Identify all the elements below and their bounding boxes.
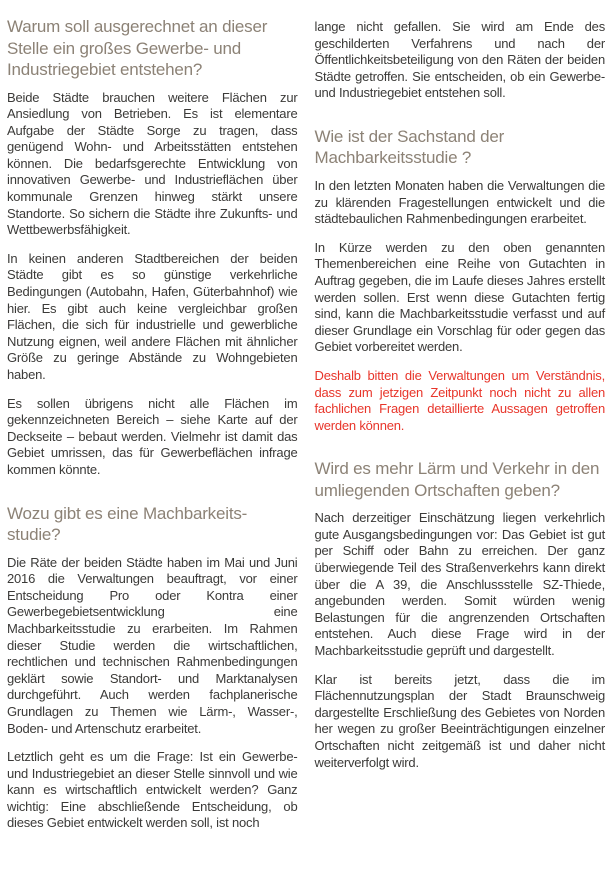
question-heading-study-status: Wie ist der Sachstand der Machbarkeitsstudie ? — [314, 126, 505, 168]
question-heading-noise-traffic: Wird es mehr Lärm und Verkehr in den umliegenden Ortschaften geben? — [314, 459, 600, 500]
body-paragraph: Die Räte der beiden Städte haben im Mai und Juni 2016 die Verwaltungen beauftragt, vor einer Entscheidung Pro oder Kontra einer Gewerbegebietsentwicklung eine Machbarkeitsstudie zu erarbeiten. Im Rahmen dieser Studie werden die wirtschaftlichen, rechtlichen und technischen Rahmenbedingungen geklärt sowie Standort- und Marktanalysen durchgeführt. Auch werden fachplanerische Grundlagen zu Themen wie Lärm-, Wasser-, Boden- und Artenschutz erarbeitet. — [7, 554, 298, 736]
body-paragraph: Nach derzeitiger Einschätzung liegen verkehrlich gute Ausgangsbedingungen vor: Das Gebiet ist gut per Schiff oder Bahn zu erreichen. Der ganz überwiegende Teil des Straßenverkehrs kann direkt über die A 39, die Anschlussstelle SZ-Thiede, angebunden werden. Somit würden wenig Belastungen für die angrenzenden Ortschaften entstehen. Auch diese Frage wird in der Machbarkeitsstudie geprüft und dargestellt. — [314, 510, 605, 659]
body-paragraph: Klar ist bereits jetzt, dass die im Flächennutzungsplan der Stadt Braunschweig dargestellte Erschließung des Gebietes von Norden her wegen zu großer Beeinträchtigungen einzelner Ortschaften nicht zeitgemäß ist und daher nicht weiterverfolgt wird. — [314, 671, 605, 770]
body-paragraph: Letztlich geht es um die Frage: Ist ein Gewerbe- und Industriegebiet an dieser Stelle sinnvoll und wie kann es wirtschaftlich entwickelt werden? Ganz wichtig: Eine abschließende Entscheidung, ob dieses Gebiet entwickelt werden soll, ist noch — [7, 749, 298, 831]
notice-paragraph-red: Deshalb bitten die Verwaltungen um Verständnis, dass zum jetzigen Zeitpunkt noch nicht zu allen fachlichen Fragen detaillierte Aussagen getroffen werden können. — [314, 367, 605, 433]
body-paragraph-continuation: lange nicht gefallen. Sie wird am Ende des geschilderten Verfahrens und nach der Öffentlichkeitsbeteiligung von den Räten der beiden Städte getroffen. Sie entscheiden, ob ein Gewerbe- und Industriegebiet entstehen soll. — [314, 19, 605, 101]
body-paragraph: In den letzten Monaten haben die Verwaltungen die zu klärenden Fragestellungen entwickelt und die städtebaulichen Rahmenbedingungen erarbeitet. — [314, 177, 605, 227]
body-paragraph: Beide Städte brauchen weitere Flächen zur Ansiedlung von Betrieben. Es ist elementare Aufgabe der Städte Sorge zu tragen, dass genügend Wohn- und Arbeitsstätten entstehen können. Die bedarfsgerechte Entwicklung von innovativen Gewerbe- und Industrieflächen über kommunale Grenzen hinweg stärkt unsere Standorte. So sichern die Städte ihre Zukunfts- und Wettbewerbsfähigkeit. — [7, 89, 298, 238]
body-paragraph: In Kürze werden zu den oben genannten Themenbereichen eine Reihe von Gutachten in Auftrag gegeben, die im Laufe dieses Jahres erstellt werden sollen. Erst wenn diese Gutachten fertig sind, kann die Machbarkeitsstudie verfasst und auf dieser Grundlage ein Vorschlag für oder gegen das Gebiet vorbereitet werden. — [314, 239, 605, 355]
right-column — [315, 13, 606, 882]
question-heading-why-feasibility-study: Wozu gibt es eine Machbarkeits-studie? — [7, 503, 248, 545]
body-paragraph: In keinen anderen Stadtbereichen der beiden Städte gibt es so günstige verkehrliche Bedingungen (Autobahn, Hafen, Güterbahnhof) wie hier. Es gibt auch keine vergleichbar großen Flächen, die sich für industrielle und gewerbliche Nutzung eignen, weil andere Flächen mit ähnlicher Größe zu geringe Abstände zu Wohngebieten haben. — [7, 250, 298, 382]
left-column — [7, 13, 298, 882]
body-paragraph: Es sollen übrigens nicht alle Flächen im gekennzeichneten Bereich – siehe Karte auf der Deckseite – bebaut werden. Vielmehr ist damit das Gebiet umrissen, das für Gewerbeflächen infrage kommen könnte. — [7, 395, 298, 477]
question-heading-why-this-location: Warum soll ausgerechnet an dieser Stelle ein großes Gewerbe- und Industriegebiet entstehen? — [7, 17, 268, 79]
